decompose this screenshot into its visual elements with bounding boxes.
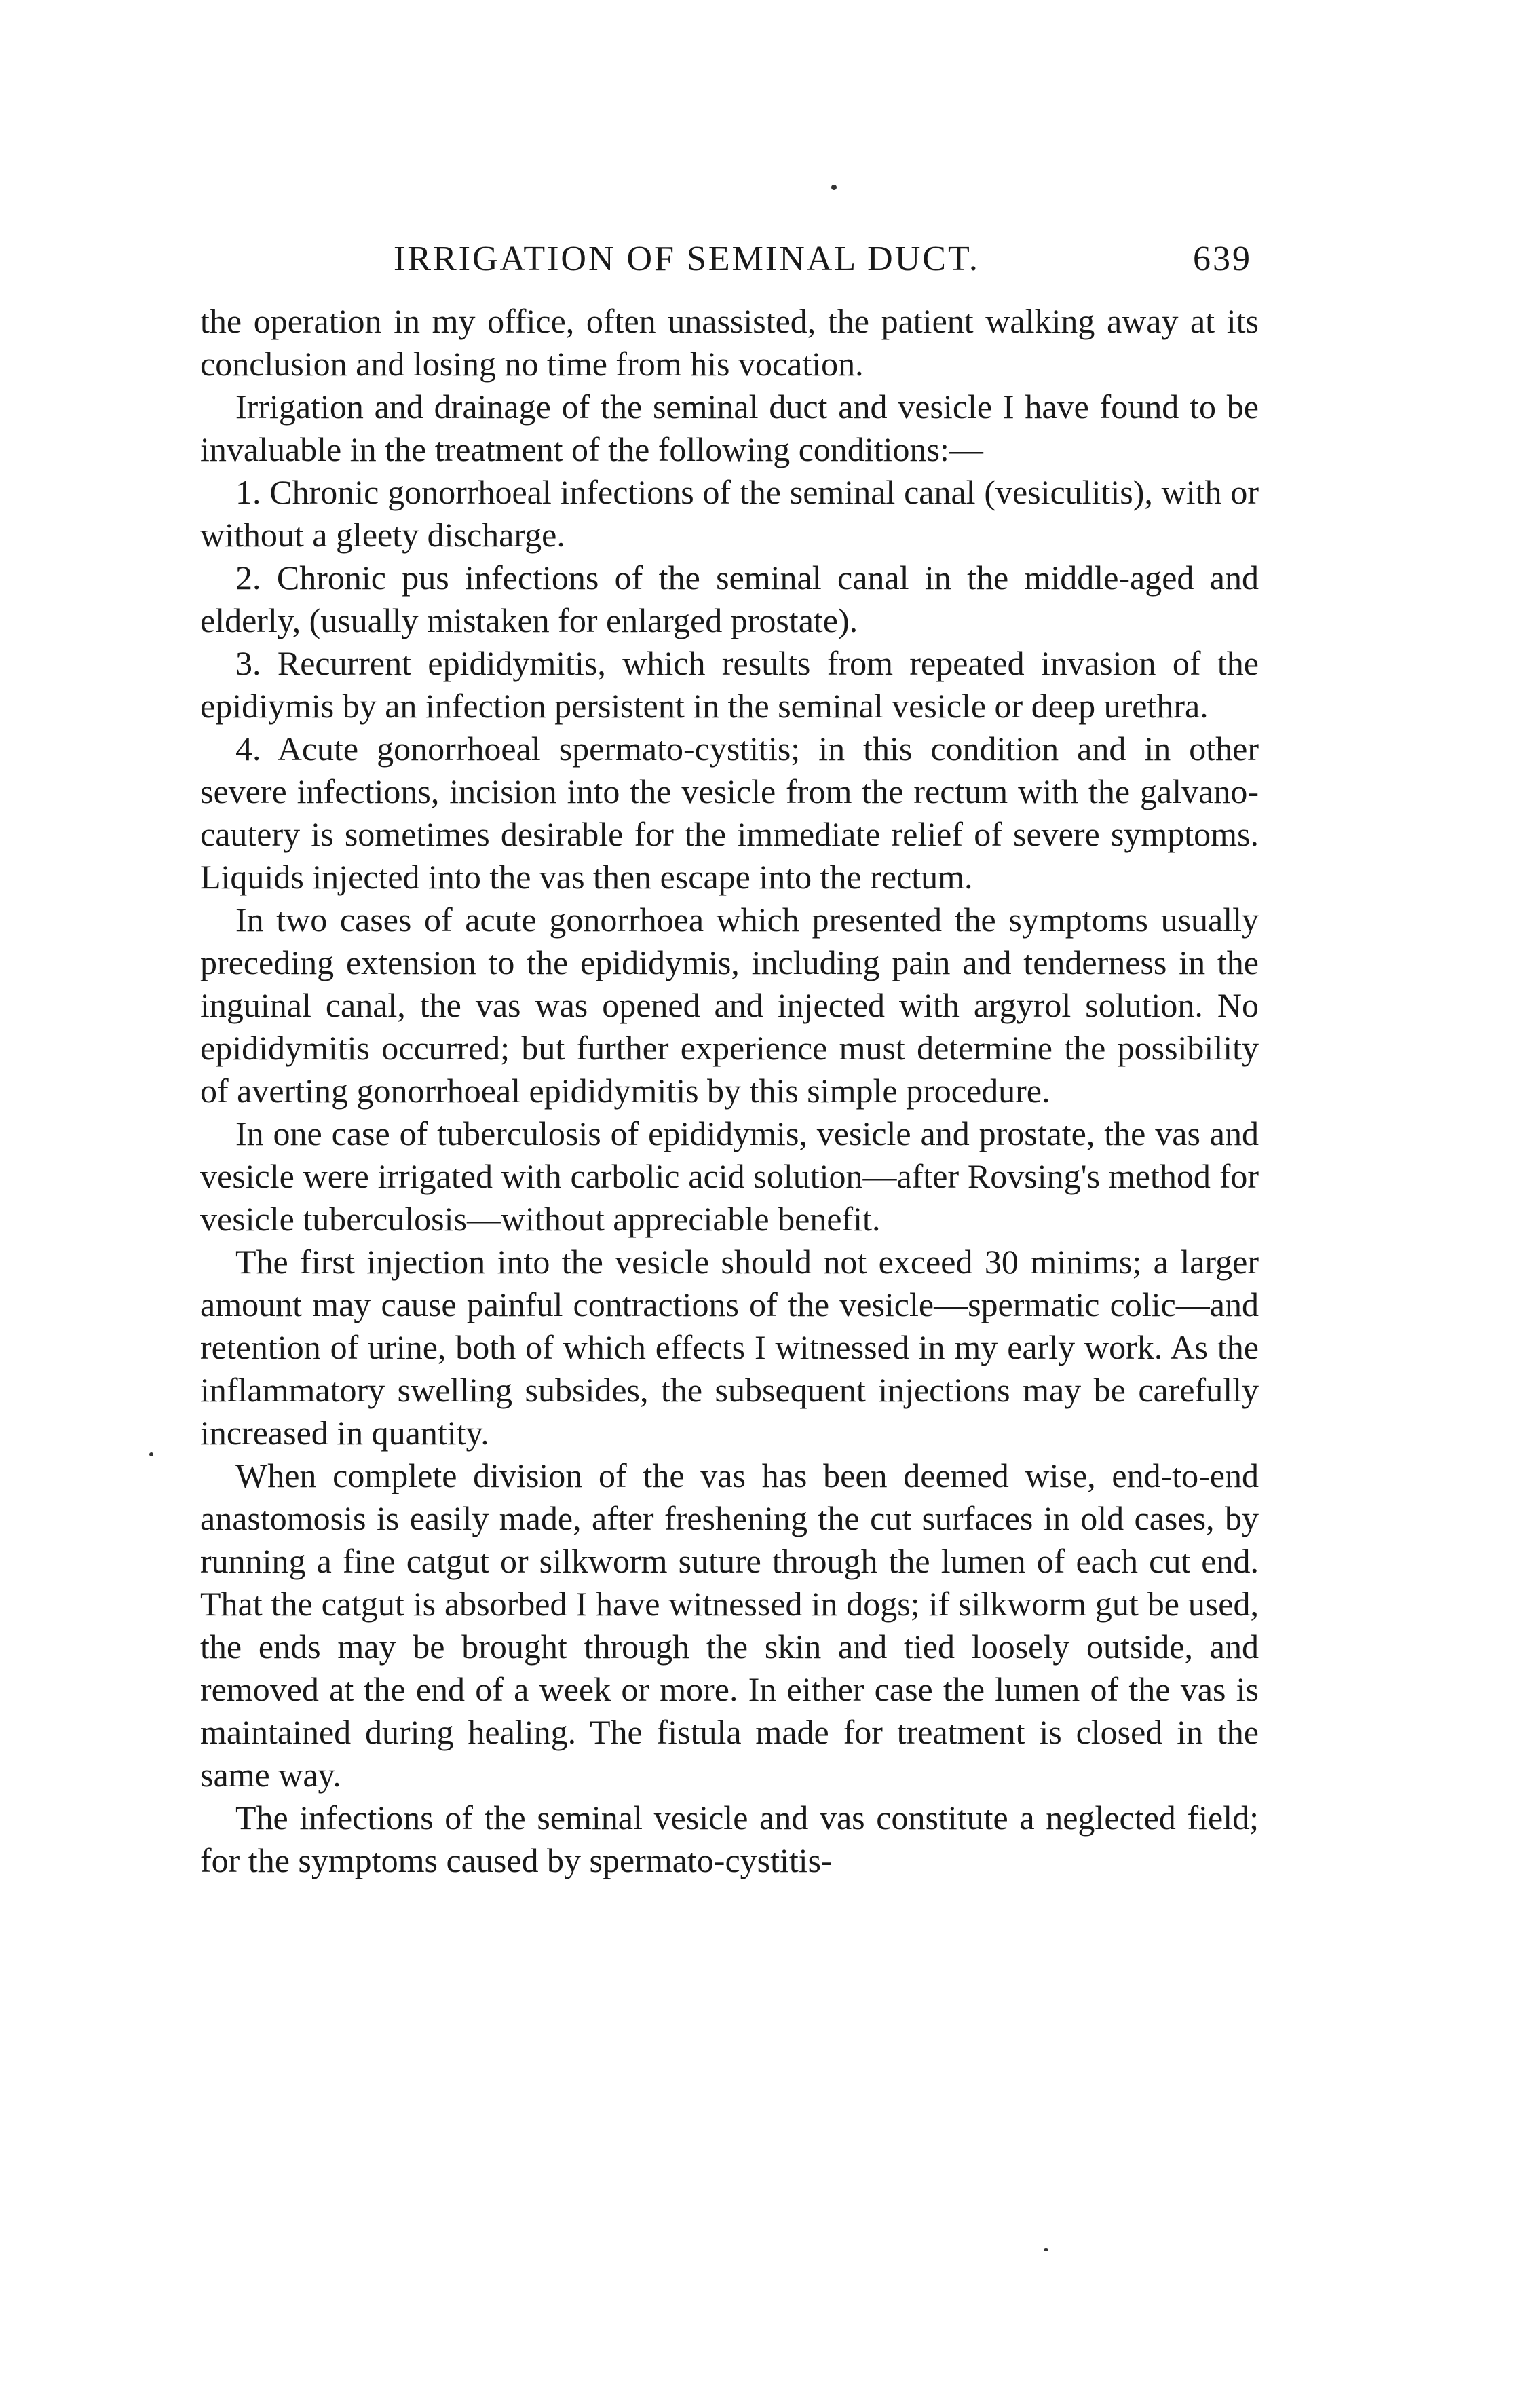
ink-speck-bottom [1044, 2248, 1048, 2251]
paragraph-continued: the operation in my office, often unassisted, the patient walking away at its conclusion and losing no time from his vocation. [200, 302, 1259, 383]
ink-speck-top [831, 185, 837, 190]
paragraph-acute-gonorrhoea: In two cases of acute gonorrhoea which presented the symptoms usually preceding extension to the epididymis, including pain and tenderness in the inguinal canal, the vas was opened and injected with argyrol solution. No epididymitis occurred; but further experience must determine the possibility of averting gonorrhoeal epididymitis by this simple procedure. [200, 901, 1259, 1110]
ink-speck-margin [149, 1452, 153, 1456]
paragraph-first-injection: The first injection into the vesicle should not exceed 30 minims; a larger amount may cause painful contractions of the vesicle—spermatic colic—and retention of urine, both of which effects I witnessed in my early work. As the inflammatory swelling subsides, the subsequent injections may be carefully increased in quantity. [200, 1243, 1259, 1452]
list-item-4: 4. Acute gonorrhoeal spermato-cystitis; in this condition and in other severe infections, incision into the vesicle from the rectum with the galvano-cautery is sometimes desirable for the immediate relief of severe symptoms. Liquids injected into the vas then escape into the rectum. [200, 730, 1259, 896]
list-item-2: 2. Chronic pus infections of the seminal canal in the middle-aged and elderly, (usually mistaken for enlarged prostate). [200, 559, 1259, 639]
body-text [200, 300, 1259, 1882]
paragraph-anastomosis: When complete division of the vas has been deemed wise, end-to-end anastomosis is easily made, after freshening the cut surfaces in old cases, by running a fine catgut or silkworm suture through the lumen of each cut end. That the catgut is absorbed I have witnessed in dogs; if silkworm gut be used, the ends may be brought through the skin and tied loosely outside, and removed at the end of a week or more. In either case the lumen of the vas is maintained during healing. The fistula made for treatment is closed in the same way. [200, 1456, 1259, 1794]
list-item-1: 1. Chronic gonorrhoeal infections of the seminal canal (vesiculitis), with or without a gleety discharge. [200, 473, 1259, 554]
book-page [200, 239, 1259, 1882]
list-item-3: 3. Recurrent epididymitis, which results from repeated invasion of the epidiymis by an infection persistent in the seminal vesicle or deep urethra. [200, 644, 1259, 725]
paragraph-neglected-field: The infections of the seminal vesicle and vas constitute a neglected field; for the symptoms caused by spermato-cystitis- [200, 1799, 1259, 1879]
running-head [200, 239, 1259, 300]
running-title: IRRIGATION OF SEMINAL DUCT. [394, 240, 980, 278]
paragraph-irrigation-intro: Irrigation and drainage of the seminal duct and vesicle I have found to be invaluable in the treatment of the following conditions:— [200, 388, 1259, 468]
paragraph-tuberculosis: In one case of tuberculosis of epididymis, vesicle and prostate, the vas and vesicle were irrigated with carbolic acid solution—after Rovsing's method for vesicle tuberculosis—without appreciable benefit. [200, 1114, 1259, 1238]
page-number: 639 [1193, 240, 1252, 278]
